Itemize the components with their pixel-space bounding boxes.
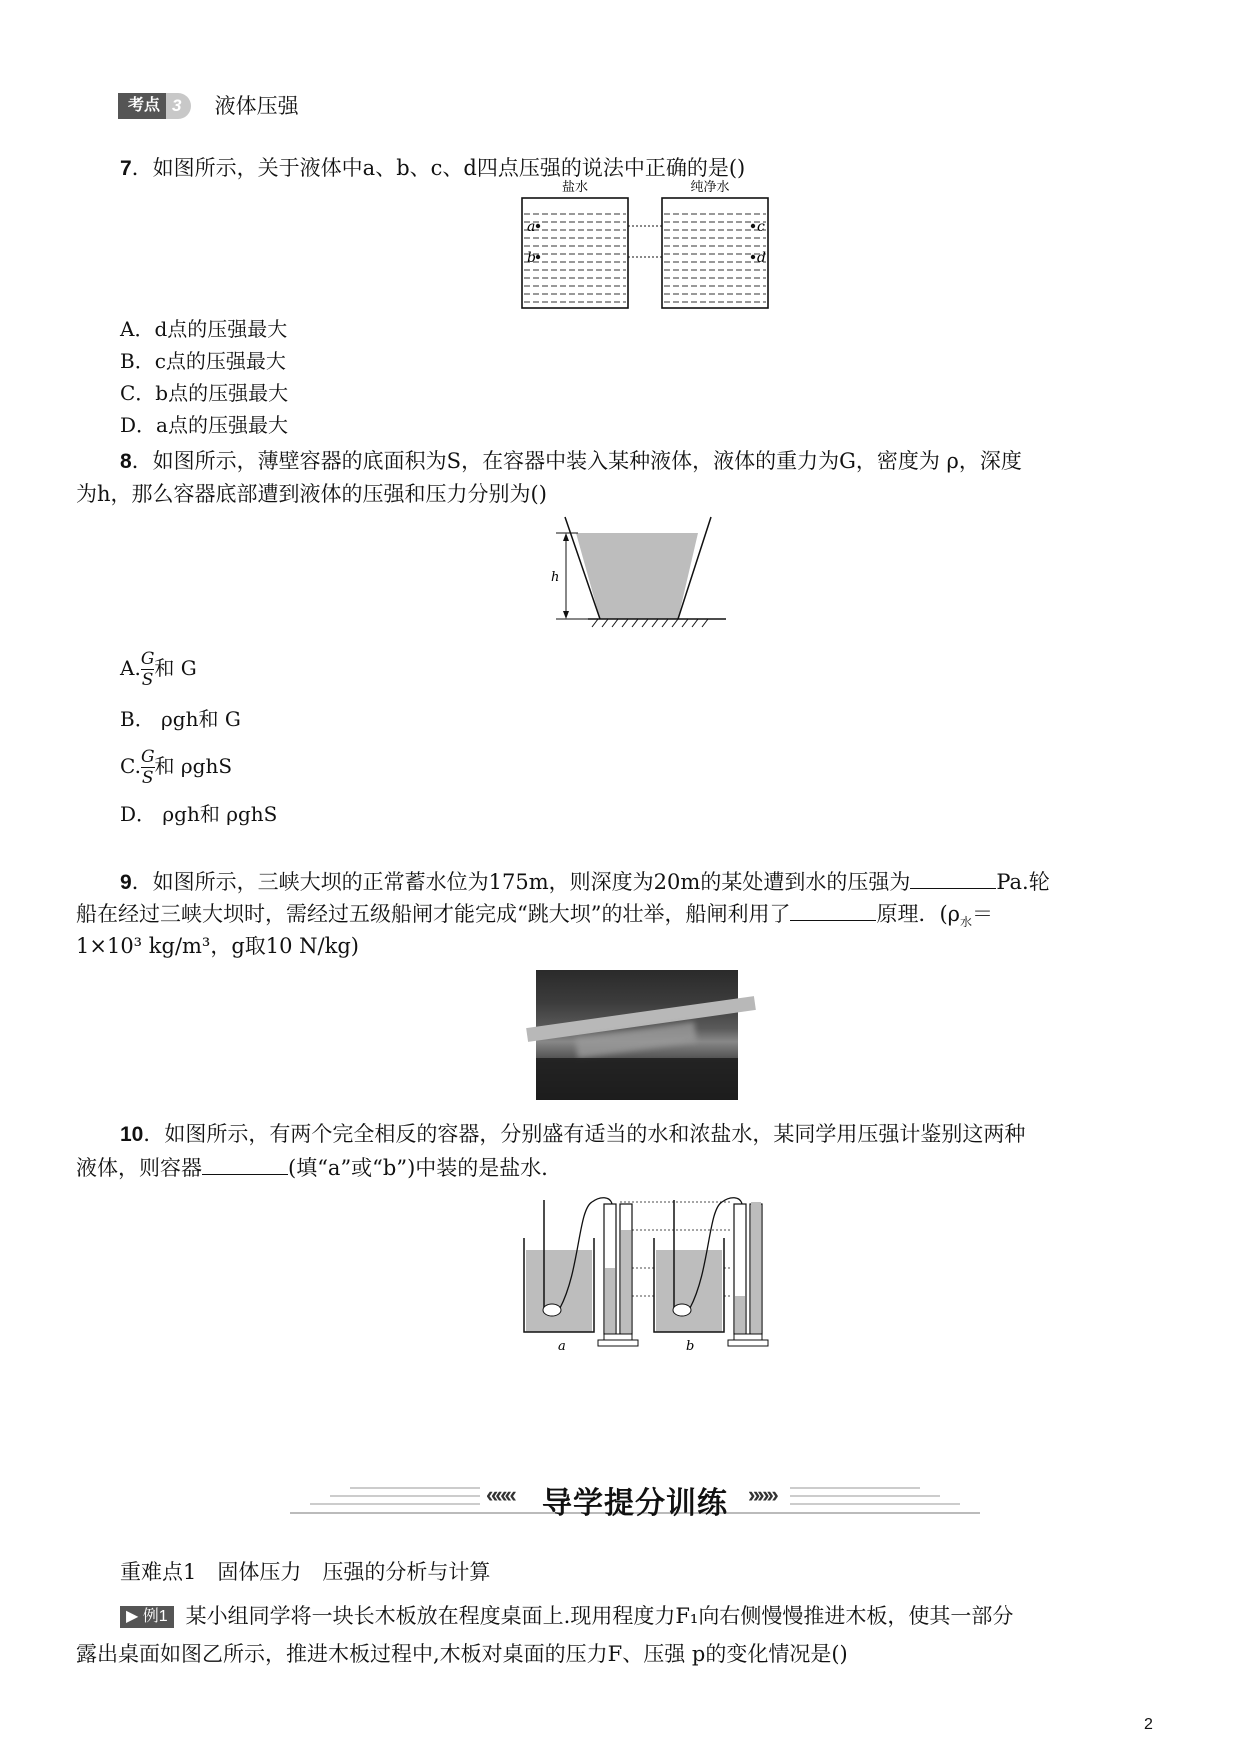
question-text-line1b: Pa.轮: [996, 870, 1050, 894]
example-text-line1: 某小组同学将一块长木板放在程度桌面上.现用程度力F₁向右侧慢慢推进木板，使其一部分: [185, 1604, 1014, 1628]
fraction-numerator: G: [140, 747, 155, 767]
example-text-line2: 露出桌面如图乙所示，推进木板过程中,木板对桌面的压力F、压强 p的变化情况是(): [76, 1642, 848, 1666]
question-9: [120, 866, 1050, 899]
question-text-line2a: 船在经过三峡大坝时，需经过五级船闸才能完成“跳大坝”的壮举，船闸利用了: [76, 902, 791, 926]
question-10-line2: [76, 1152, 562, 1184]
point-c-label: c: [757, 219, 765, 235]
example-1: [120, 1600, 1013, 1632]
option-d[interactable]: D． ρgh和 ρghS: [120, 802, 278, 826]
option-c-suffix: 和 ρghS: [154, 754, 233, 778]
question-8: [120, 445, 1022, 478]
trapezoid-container-figure: [548, 515, 728, 635]
question-text: ．如图所示，关于液体中a、b、c、d四点压强的说法中正确的是(): [131, 156, 746, 180]
question-number: 10: [120, 1123, 144, 1146]
example-label: [120, 1606, 174, 1628]
key-point-title: 重难点1 固体压力 压强的分析与计算: [120, 1560, 491, 1584]
question-text-line2b: (填“a”或“b”)中装的是盐水．: [288, 1156, 563, 1180]
option-b[interactable]: B． ρgh和 G: [120, 707, 241, 731]
container-b-label: b: [686, 1339, 695, 1354]
section-badge-label: 考点: [118, 93, 166, 119]
question-text-line2a: 液体，则容器: [76, 1156, 202, 1180]
option-a-suffix: 和 G: [154, 656, 197, 680]
point-d-label: d: [757, 250, 766, 266]
banner-right-deco: »»»: [748, 1482, 776, 1507]
pressure-gauge-figure: [520, 1190, 770, 1354]
height-label: h: [551, 570, 560, 585]
right-container-label: 纯净水: [690, 180, 730, 195]
example-label-text: 例1: [142, 1608, 168, 1625]
question-9-line3: 1×10³ kg/m³，g取10 N/kg): [76, 934, 359, 958]
section-header: [118, 90, 299, 122]
answer-blank-principle[interactable]: [790, 898, 876, 921]
point-b-label: b: [527, 250, 536, 266]
play-icon: ▶: [126, 1608, 139, 1625]
fraction-denominator: S: [141, 670, 154, 690]
question-10: [120, 1118, 1025, 1151]
page-number: 2: [1144, 1716, 1153, 1733]
question-8-line2: [76, 478, 547, 510]
section-title: 液体压强: [214, 94, 299, 118]
option-a-prefix: A.: [120, 656, 141, 680]
question-text-line1a: ．如图所示，三峡大坝的正常蓄水位为175m，则深度为20m的某处遭到水的压强为: [131, 870, 911, 894]
question-text-line1: ．如图所示，有两个完全相反的容器，分别盛有适当的水和浓盐水，某同学用压强计鉴别这两种: [143, 1122, 1026, 1146]
question-number: 8: [120, 450, 132, 473]
option-c[interactable]: [120, 748, 232, 787]
option-c-prefix: C.: [120, 754, 141, 778]
option-c[interactable]: C．b点的压强最大: [120, 381, 289, 405]
question-number: 9: [120, 871, 132, 894]
question-text-line2b: 原理．(ρ: [876, 902, 961, 926]
container-a-label: a: [558, 1339, 566, 1354]
question-text-line1: ．如图所示，薄壁容器的底面积为S，在容器中装入某种液体，液体的重力为G，密度为 ρ，深度: [131, 449, 1022, 473]
option-a[interactable]: A．d点的压强最大: [120, 317, 288, 341]
left-container-label: 盐水: [561, 180, 589, 195]
banner-title: 导学提分训练: [542, 1487, 728, 1520]
section-banner: [290, 1476, 980, 1522]
point-a-label: a: [527, 219, 536, 235]
q7-options: [120, 313, 288, 441]
fraction-denominator: S: [141, 768, 154, 788]
question-text-line2: 为h，那么容器底部遭到液体的压强和压力分别为(): [76, 482, 547, 506]
option-d[interactable]: D．a点的压强最大: [120, 413, 288, 437]
fraction-g-over-s: [141, 748, 155, 787]
banner-left-deco: «««: [486, 1482, 514, 1507]
option-a[interactable]: [120, 650, 197, 689]
section-badge-number: 3: [166, 93, 191, 119]
section-badge: [118, 93, 191, 119]
question-number: 7: [120, 157, 132, 180]
two-containers-figure: [520, 178, 766, 314]
question-text-line2c: ＝: [972, 902, 994, 926]
subscript-water: 水: [960, 915, 973, 930]
answer-blank-pressure[interactable]: [910, 866, 996, 889]
fraction-numerator: G: [140, 649, 155, 669]
answer-blank-container[interactable]: [202, 1152, 288, 1175]
fraction-g-over-s: [141, 650, 155, 689]
option-b[interactable]: B．c点的压强最大: [120, 349, 286, 373]
three-gorges-dam-photo: [536, 970, 738, 1100]
